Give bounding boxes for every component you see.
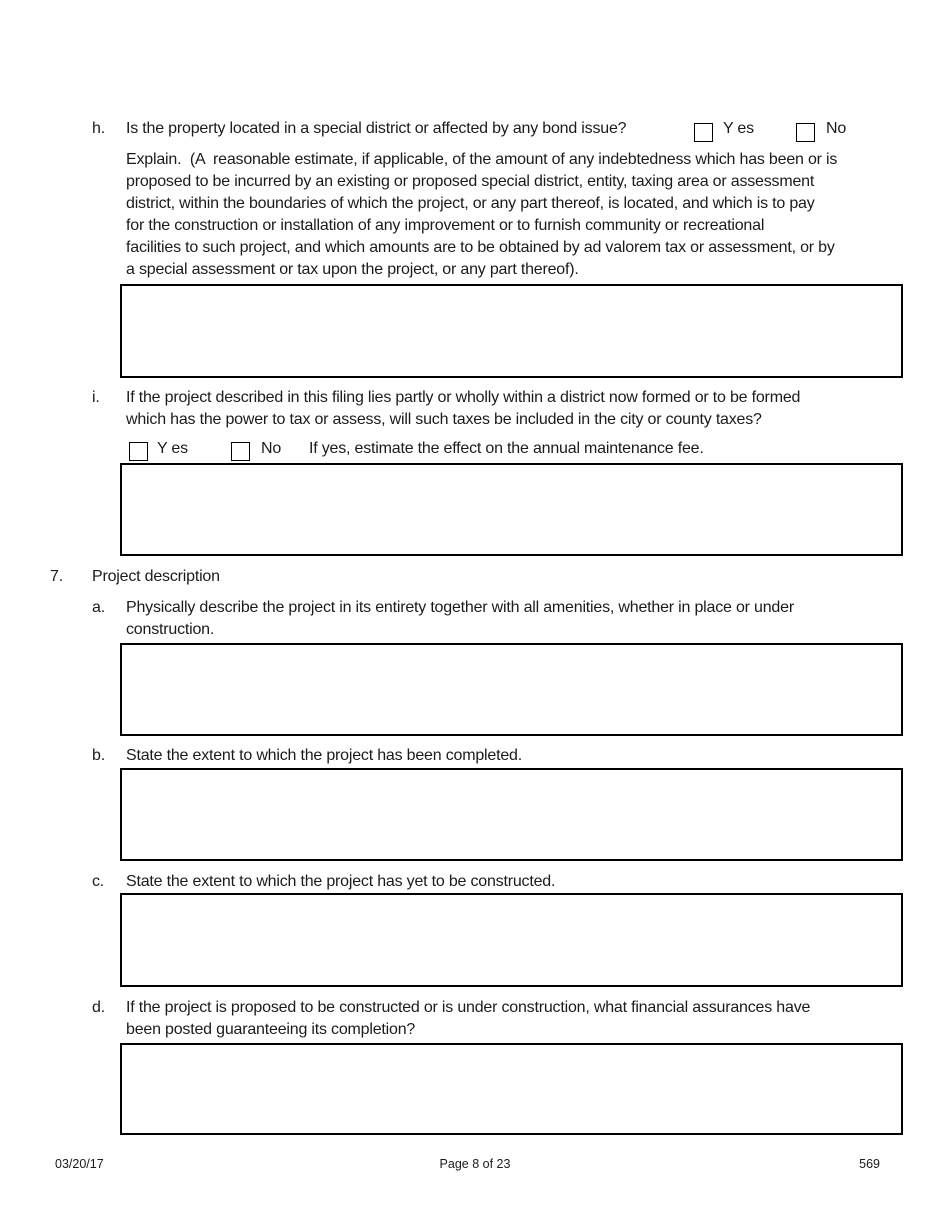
footer-date: 03/20/17 bbox=[55, 1157, 104, 1171]
item-index-i: i. bbox=[92, 389, 100, 406]
answer-box-d[interactable] bbox=[120, 1043, 903, 1135]
checkbox-i-yes[interactable] bbox=[129, 442, 148, 461]
item-index-a: a. bbox=[92, 599, 105, 616]
question-i-text: If the project described in this filing lies partly or wholly within a district now formed or to be formed which has the power to tax or assess, will such taxes be included in the city or county taxes? bbox=[126, 389, 801, 428]
checkbox-i-no[interactable] bbox=[231, 442, 250, 461]
checkbox-h-yes[interactable] bbox=[694, 123, 713, 142]
footer-form-number: 569 bbox=[859, 1157, 880, 1171]
item-b-text: State the extent to which the project has been completed. bbox=[126, 747, 522, 764]
checkbox-h-no[interactable] bbox=[796, 123, 815, 142]
item-d-text: If the project is proposed to be constructed or is under construction, what financial assurances have been posted guaranteeing its completion? bbox=[126, 999, 811, 1038]
section-7-index: 7. bbox=[50, 568, 63, 585]
footer-page-label: Page 8 of 23 bbox=[439, 1157, 511, 1171]
item-index-c: c. bbox=[92, 873, 105, 890]
answer-box-i[interactable] bbox=[120, 463, 903, 556]
checkbox-i-no-label: No bbox=[261, 440, 282, 457]
question-h-explain-text: Explain. (A reasonable estimate, if applicable, of the amount of any indebtedness which has been or is proposed to be incurred by an existing or proposed special district, entity, taxing area or assessment district, within the boundaries of which the project, or any part thereof, is located, and which is to pay for the construction or installation of any improvement or to furnish community or recreational facilities to such project, and which amounts are to be obtained by ad valorem tax or assessment, or by a special assessment or tax upon the project, or any part thereof). bbox=[126, 151, 838, 278]
checkbox-h-yes-label: Y es bbox=[723, 120, 754, 137]
question-h-text: Is the property located in a special district or affected by any bond issue? bbox=[126, 120, 627, 137]
section-7-title: Project description bbox=[92, 568, 220, 585]
question-i-followup-text: If yes, estimate the effect on the annual maintenance fee. bbox=[309, 440, 704, 457]
checkbox-h-no-label: No bbox=[826, 120, 847, 137]
answer-box-a[interactable] bbox=[120, 643, 903, 736]
checkbox-i-yes-label: Y es bbox=[157, 440, 188, 457]
item-a-text: Physically describe the project in its entirety together with all amenities, whether in place or under construction. bbox=[126, 599, 794, 638]
item-index-b: b. bbox=[92, 747, 105, 764]
answer-box-b[interactable] bbox=[120, 768, 903, 861]
answer-box-h[interactable] bbox=[120, 284, 903, 378]
item-c-text: State the extent to which the project has yet to be constructed. bbox=[126, 873, 556, 890]
item-index-h: h. bbox=[92, 120, 105, 137]
item-index-d: d. bbox=[92, 999, 105, 1016]
answer-box-c[interactable] bbox=[120, 893, 903, 987]
